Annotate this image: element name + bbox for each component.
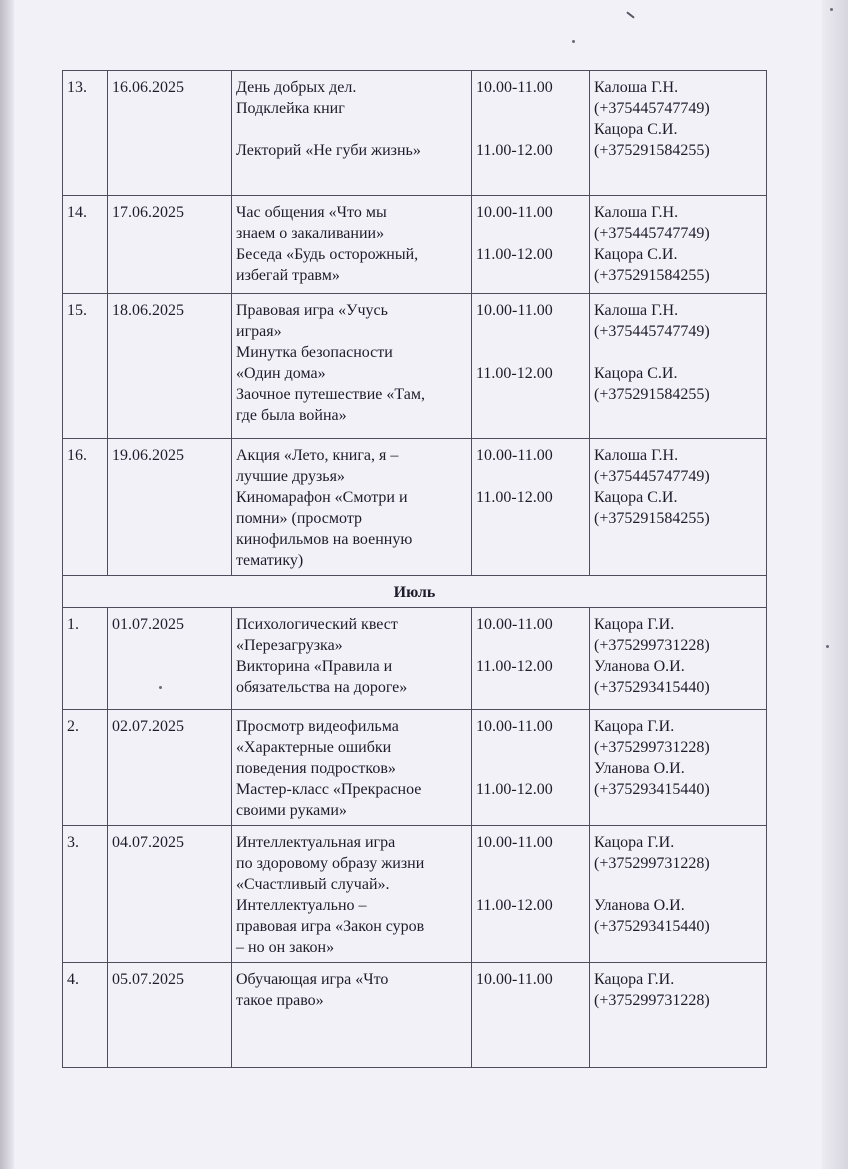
event-line: Интеллектуально –: [236, 897, 367, 914]
time-line: [476, 677, 585, 698]
person-line: (+375445747749): [594, 323, 710, 340]
responsible-person: [590, 71, 767, 196]
table-row: [63, 710, 767, 826]
event-time: [472, 439, 590, 576]
june-rows: [63, 71, 767, 576]
event-date: [108, 439, 232, 576]
event-line: поведения подростков»: [236, 760, 396, 777]
person-line: [594, 800, 762, 821]
responsible-person: [590, 439, 767, 576]
event-date: [108, 196, 232, 294]
event-date: [108, 710, 232, 826]
time-line: [476, 990, 585, 1011]
person-line: Кацора С.И.: [594, 489, 678, 506]
event-line: такое право»: [236, 992, 324, 1009]
time-line: 10.00-11.00: [476, 302, 553, 319]
table-row: [63, 963, 767, 1068]
event-line: Киномарафон «Смотри и: [236, 489, 408, 506]
time-line: [476, 321, 585, 342]
person-line: Уланова О.И.: [594, 760, 685, 777]
row-number-text: 2.: [67, 718, 79, 735]
event-line: Викторина «Правила и: [236, 658, 393, 675]
time-line: 11.00-12.00: [476, 658, 553, 675]
event-date: [108, 608, 232, 710]
event-line: своими руками»: [236, 802, 347, 819]
time-line: 11.00-12.00: [476, 365, 553, 382]
scan-shadow-right: [822, 0, 848, 1169]
row-number-text: 1.: [67, 616, 79, 633]
event-line: [236, 1032, 467, 1053]
row-number-text: 13.: [67, 79, 87, 96]
person-line: Кацора Г.И.: [594, 834, 675, 851]
july-rows: [63, 608, 767, 1068]
row-number: [63, 826, 108, 963]
event-description: [232, 71, 472, 196]
time-line: 10.00-11.00: [476, 447, 553, 464]
event-time: [472, 71, 590, 196]
table-row: [63, 826, 767, 963]
time-line: 10.00-11.00: [476, 204, 553, 221]
person-line: (+375291584255): [594, 386, 710, 403]
person-line: (+375299731228): [594, 739, 710, 756]
time-line: [476, 853, 585, 874]
person-line: (+375291584255): [594, 267, 710, 284]
event-time: [472, 826, 590, 963]
month-row: [63, 576, 767, 608]
time-line: 11.00-12.00: [476, 781, 553, 798]
event-line: избегай травм»: [236, 267, 340, 284]
event-line: – но он закон»: [236, 939, 335, 956]
time-line: [476, 1032, 585, 1053]
event-line: знаем о закаливании»: [236, 225, 385, 242]
paper-mark: [626, 11, 634, 18]
table-row: [63, 294, 767, 439]
event-date: [108, 294, 232, 439]
person-line: (+375293415440): [594, 679, 710, 696]
event-line: тематику): [236, 552, 304, 569]
time-line: [476, 550, 585, 571]
event-time: [472, 196, 590, 294]
event-line: помни» (просмотр: [236, 510, 362, 527]
month-heading: Июль: [63, 576, 767, 608]
event-time: [472, 710, 590, 826]
event-date-text: 01.07.2025: [112, 616, 184, 633]
event-description: [232, 608, 472, 710]
person-line: [594, 937, 762, 958]
time-line: [476, 529, 585, 550]
event-line: День добрых дел.: [236, 79, 357, 96]
row-number-text: 16.: [67, 447, 87, 464]
row-number-text: 14.: [67, 204, 87, 221]
person-line: Калоша Г.Н.: [594, 204, 679, 221]
time-line: [476, 508, 585, 529]
event-line: Обучающая игра «Что: [236, 971, 389, 988]
person-line: Кацора С.И.: [594, 365, 678, 382]
person-line: Кацора Г.И.: [594, 971, 675, 988]
event-line: Интеллектуальная игра: [236, 834, 396, 851]
time-line: 10.00-11.00: [476, 718, 553, 735]
responsible-person: [590, 826, 767, 963]
time-line: 11.00-12.00: [476, 142, 553, 159]
time-line: 10.00-11.00: [476, 971, 553, 988]
event-line: по здоровому образу жизни: [236, 855, 425, 872]
time-line: [476, 1011, 585, 1032]
event-line: «Счастливый случай».: [236, 876, 390, 893]
event-time: [472, 963, 590, 1068]
event-description: [232, 196, 472, 294]
event-date: [108, 963, 232, 1068]
time-line: [476, 98, 585, 119]
paper-speck: [830, 8, 833, 11]
time-line: [476, 384, 585, 405]
person-line: [594, 1011, 762, 1032]
row-number: [63, 608, 108, 710]
event-description: [232, 963, 472, 1068]
person-line: Уланова О.И.: [594, 658, 685, 675]
event-description: [232, 294, 472, 439]
time-line: [476, 737, 585, 758]
event-line: Подклейка книг: [236, 100, 345, 117]
time-line: [476, 800, 585, 821]
table-row: [63, 608, 767, 710]
event-line: Просмотр видеофильма: [236, 718, 399, 735]
event-line: Минутка безопасности: [236, 344, 393, 361]
row-number-text: 15.: [67, 302, 87, 319]
event-line: «Характерные ошибки: [236, 739, 392, 756]
event-date-text: 05.07.2025: [112, 971, 184, 988]
event-line: Час общения «Что мы: [236, 204, 387, 221]
responsible-person: [590, 963, 767, 1068]
time-line: 10.00-11.00: [476, 834, 553, 851]
row-number-text: 4.: [67, 971, 79, 988]
person-line: (+375293415440): [594, 781, 710, 798]
event-date-text: 18.06.2025: [112, 302, 184, 319]
event-line: лучшие друзья»: [236, 468, 345, 485]
month-divider: [63, 576, 767, 608]
event-line: Заочное путешествие «Там,: [236, 386, 425, 403]
time-line: [476, 916, 585, 937]
event-date: [108, 826, 232, 963]
event-date-text: 17.06.2025: [112, 204, 184, 221]
row-number: [63, 71, 108, 196]
event-line: играя»: [236, 323, 282, 340]
row-number: [63, 710, 108, 826]
time-line: 10.00-11.00: [476, 616, 553, 633]
event-line: кинофильмов на военную: [236, 531, 413, 548]
event-line: Психологический квест: [236, 616, 398, 633]
event-line: Лекторий «Не губи жизнь»: [236, 142, 421, 159]
time-line: 11.00-12.00: [476, 489, 553, 506]
row-number: [63, 196, 108, 294]
row-number: [63, 294, 108, 439]
time-line: [476, 466, 585, 487]
time-line: 10.00-11.00: [476, 79, 553, 96]
paper-speck: [572, 40, 575, 43]
responsible-person: [590, 710, 767, 826]
person-line: (+375291584255): [594, 510, 710, 527]
paper-speck: [826, 645, 829, 648]
time-line: [476, 874, 585, 895]
scan-shadow-left: [0, 0, 14, 1169]
event-date-text: 19.06.2025: [112, 447, 184, 464]
event-time: [472, 608, 590, 710]
person-line: (+375299731228): [594, 855, 710, 872]
event-line: Мастер-класс «Прекрасное: [236, 781, 422, 798]
time-line: [476, 405, 585, 426]
event-line: «Один дома»: [236, 365, 326, 382]
event-line: правовая игра «Закон суров: [236, 918, 425, 935]
person-line: [594, 1032, 762, 1053]
event-date: [108, 71, 232, 196]
responsible-person: [590, 196, 767, 294]
event-line: Беседа «Будь осторожный,: [236, 246, 419, 263]
event-line: Правовая игра «Учусь: [236, 302, 388, 319]
person-line: [594, 529, 762, 550]
event-date-text: 04.07.2025: [112, 834, 184, 851]
person-line: Уланова О.И.: [594, 897, 685, 914]
event-description: [232, 439, 472, 576]
table-row: [63, 439, 767, 576]
person-line: [594, 874, 762, 895]
person-line: (+375445747749): [594, 225, 710, 242]
event-line: «Перезагрузка»: [236, 637, 343, 654]
event-schedule-table: [62, 70, 767, 1068]
time-line: [476, 223, 585, 244]
person-line: Кацора Г.И.: [594, 718, 675, 735]
person-line: (+375445747749): [594, 468, 710, 485]
table-row: [63, 196, 767, 294]
document-page: [62, 70, 767, 1068]
event-time: [472, 294, 590, 439]
table-row: [63, 71, 767, 196]
event-line: обязательства на дороге»: [236, 679, 408, 696]
person-line: Кацора С.И.: [594, 246, 678, 263]
person-line: Кацора Г.И.: [594, 616, 675, 633]
person-line: (+375445747749): [594, 100, 710, 117]
responsible-person: [590, 608, 767, 710]
row-number: [63, 439, 108, 576]
person-line: (+375299731228): [594, 637, 710, 654]
person-line: (+375293415440): [594, 918, 710, 935]
person-line: (+375291584255): [594, 142, 710, 159]
person-line: Калоша Г.Н.: [594, 447, 679, 464]
time-line: [476, 635, 585, 656]
time-line: [476, 119, 585, 140]
person-line: Кацора С.И.: [594, 121, 678, 138]
row-number-text: 3.: [67, 834, 79, 851]
time-line: 11.00-12.00: [476, 246, 553, 263]
time-line: [476, 342, 585, 363]
event-description: [232, 826, 472, 963]
event-line: [236, 1011, 467, 1032]
time-line: 11.00-12.00: [476, 897, 553, 914]
person-line: Калоша Г.Н.: [594, 302, 679, 319]
event-line: [236, 119, 467, 140]
event-date-text: 02.07.2025: [112, 718, 184, 735]
time-line: [476, 265, 585, 286]
responsible-person: [590, 294, 767, 439]
event-date-text: 16.06.2025: [112, 79, 184, 96]
person-line: (+375299731228): [594, 992, 710, 1009]
event-description: [232, 710, 472, 826]
event-line: Акция «Лето, книга, я –: [236, 447, 399, 464]
person-line: Калоша Г.Н.: [594, 79, 679, 96]
event-line: где была война»: [236, 407, 347, 424]
row-number: [63, 963, 108, 1068]
person-line: [594, 550, 762, 571]
time-line: [476, 758, 585, 779]
person-line: [594, 342, 762, 363]
time-line: [476, 937, 585, 958]
person-line: [594, 405, 762, 426]
